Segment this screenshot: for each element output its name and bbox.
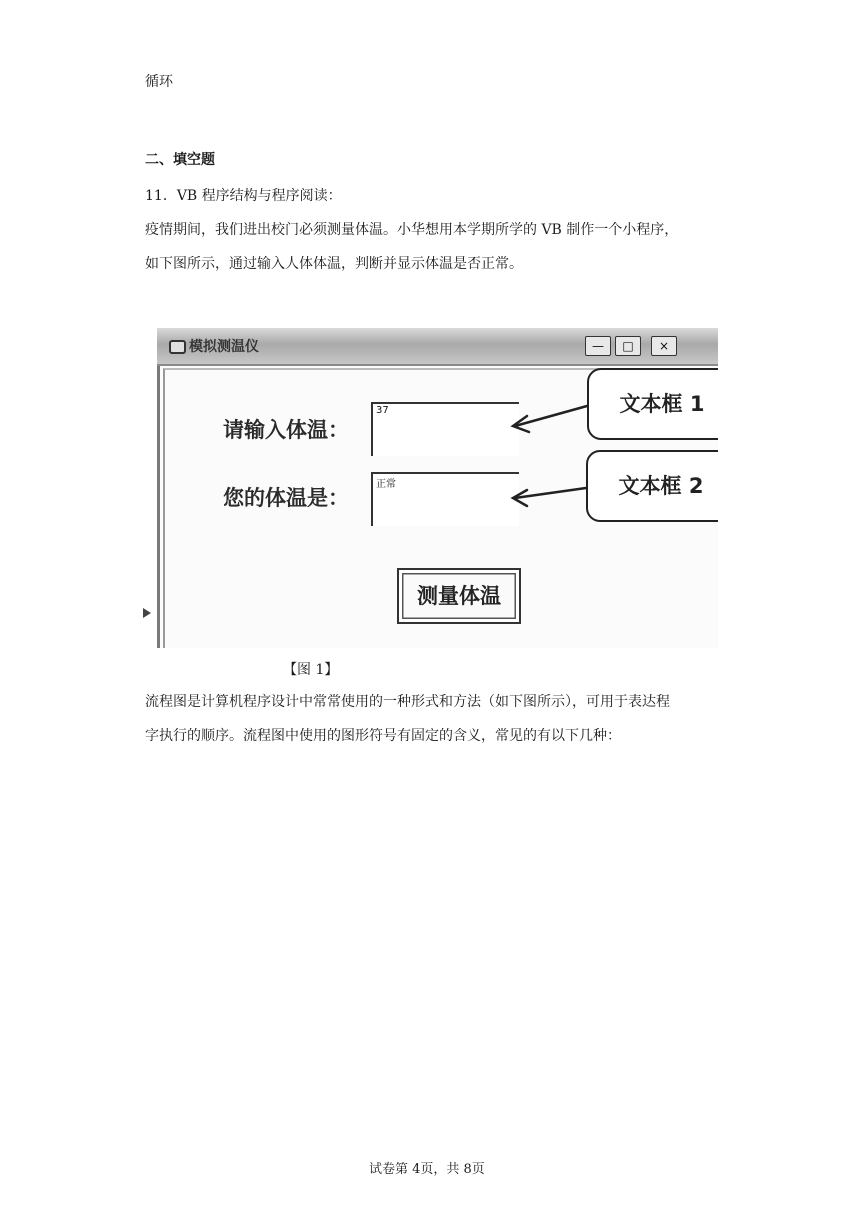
input-label: 请输入体温：: [223, 418, 349, 442]
window-title: 模拟测温仪: [189, 339, 259, 355]
callout-textbox-2: 文本框 2: [586, 450, 718, 522]
paragraph-line: 流程图是计算机程序设计中常常使用的一种形式和方法（如下图所示），可用于表达程: [145, 694, 670, 710]
figure-caption: 【图 1】: [283, 662, 339, 678]
app-screenshot-figure: [143, 318, 718, 648]
question-title: 11．VB 程序结构与程序阅读：: [145, 188, 342, 204]
output-label: 您的体温是：: [223, 486, 349, 510]
paragraph-line: 疫情期间，我们进出校门必须测量体温。小华想用本学期所学的 VB 制作一个小程序，: [145, 222, 679, 238]
close-button[interactable]: ×: [651, 336, 677, 356]
loop-word: 循环: [145, 74, 173, 90]
temperature-input-value: 37: [376, 405, 389, 416]
minimize-button[interactable]: —: [585, 336, 611, 356]
page-footer: 试卷第 4页，共 8页: [369, 1162, 485, 1177]
maximize-button[interactable]: □: [615, 336, 641, 356]
callout-textbox-1: 文本框 1: [587, 368, 718, 440]
paragraph-line: 如下图所示，通过输入人体体温，判断并显示体温是否正常。: [145, 256, 523, 272]
cursor-mark: [143, 608, 151, 618]
result-output-value: 正常: [376, 479, 396, 490]
measure-temperature-button[interactable]: 测量体温: [397, 568, 521, 624]
section-heading: 二、填空题: [145, 152, 215, 168]
paragraph-line: 字执行的顺序。流程图中使用的图形符号有固定的含义，常见的有以下几种：: [145, 728, 621, 744]
